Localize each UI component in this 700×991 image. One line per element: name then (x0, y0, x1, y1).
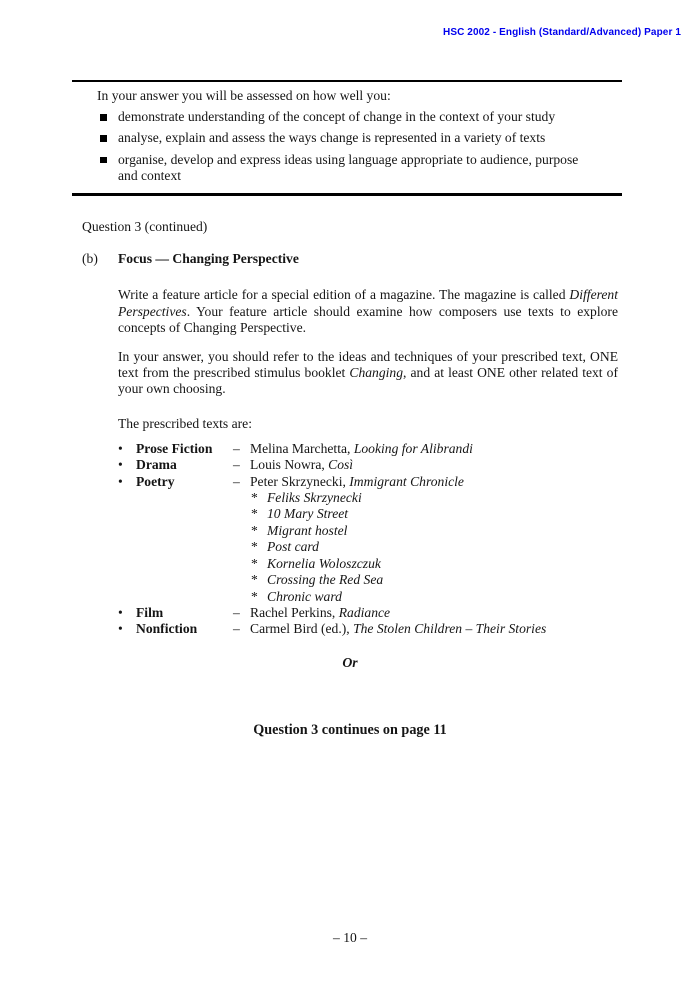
dash-separator: – (233, 440, 240, 456)
work-title-italic: Così (328, 457, 354, 473)
text-entry (250, 441, 473, 457)
paragraph-text: , and at least ONE other related text of your own choosing. (118, 365, 618, 397)
dash-separator: – (233, 473, 240, 489)
poem-sub-item (251, 589, 700, 605)
page-number: – 10 – (333, 930, 367, 945)
bullet-icon: • (118, 440, 123, 456)
assessment-item (97, 130, 610, 146)
or-divider: Or (342, 654, 358, 670)
list-item-film (118, 605, 700, 621)
assessment-item-text: organise, develop and express ideas using language appropriate to audience, purpose and context (118, 151, 579, 183)
category-label: Film (136, 604, 164, 620)
asterisk-marker: * (251, 539, 258, 555)
prescribed-texts-list (118, 441, 700, 638)
part-label: (b) (82, 251, 98, 267)
assessment-intro: In your answer you will be assessed on how well you: (97, 88, 391, 103)
assessment-item (97, 109, 610, 125)
bullet-icon: • (118, 604, 123, 620)
category-label: Nonfiction (136, 621, 198, 637)
requirements-paragraph (118, 349, 618, 398)
text-entry (250, 605, 390, 621)
bullet-icon: • (118, 621, 123, 637)
question-part-b-heading (82, 251, 700, 267)
poem-title-italic: Feliks Skrzynecki (267, 490, 362, 506)
assessment-item-text: analyse, explain and assess the ways change is represented in a variety of texts (118, 130, 546, 146)
poem-title-italic: 10 Mary Street (267, 506, 349, 522)
category-label: Poetry (136, 473, 175, 489)
dash-separator: – (233, 621, 240, 637)
asterisk-marker: * (251, 490, 258, 506)
poem-title-italic: Crossing the Red Sea (267, 572, 384, 588)
poem-sub-item (251, 490, 700, 506)
author-name: Rachel Perkins, (250, 604, 339, 620)
list-item-nonfiction (118, 621, 700, 637)
asterisk-marker: * (251, 522, 258, 538)
author-name: Carmel Bird (ed.), (250, 621, 354, 637)
poem-title-italic: Post card (267, 539, 319, 555)
task-paragraph (118, 287, 618, 336)
category-label: Drama (136, 457, 177, 473)
category-label: Prose Fiction (136, 440, 213, 456)
continuation-note: Question 3 continues on page 11 (253, 721, 447, 738)
asterisk-marker: * (251, 506, 258, 522)
bullet-icon: • (118, 473, 123, 489)
booklet-title-italic: Changing (349, 365, 404, 381)
paragraph-text: In your answer, you should refer to the ideas and techniques of your prescribed text, ONE text from the prescribed stimulus booklet (118, 349, 618, 381)
dash-separator: – (233, 457, 240, 473)
asterisk-marker: * (251, 588, 258, 604)
poem-title-italic: Kornelia Woloszczuk (267, 555, 381, 571)
author-name: Louis Nowra, (250, 457, 329, 473)
asterisk-marker: * (251, 555, 258, 571)
text-entry (250, 621, 546, 637)
work-title-italic: Radiance (338, 604, 391, 620)
list-item-poetry (118, 474, 700, 490)
square-bullet-icon (100, 157, 107, 164)
assessment-item-text: demonstrate understanding of the concept of change in the context of your study (118, 109, 556, 125)
work-title-italic: The Stolen Children – Their Stories (353, 621, 547, 637)
focus-title: Focus — Changing Perspective (118, 251, 299, 267)
poem-sub-item (251, 556, 700, 572)
poem-sub-item (251, 539, 700, 555)
poem-sub-item (251, 523, 700, 539)
text-entry (250, 457, 353, 473)
paragraph-text: . Your feature article should examine how composers use texts to explore concepts of Changing Perspective. (118, 303, 618, 335)
paragraph-text: Write a feature article for a special edition of a magazine. The magazine is called (118, 287, 570, 303)
work-title-italic: Immigrant Chronicle (349, 473, 464, 489)
poem-title-italic: Chronic ward (267, 588, 342, 604)
bullet-icon: • (118, 457, 123, 473)
poem-title-italic: Migrant hostel (267, 522, 348, 538)
document-header-title: HSC 2002 - English (Standard/Advanced) Paper 1 (443, 27, 681, 38)
assessment-criteria-box (72, 80, 622, 196)
assessment-item (97, 152, 610, 184)
list-item-prose-fiction (118, 441, 700, 457)
asterisk-marker: * (251, 572, 258, 588)
square-bullet-icon (100, 135, 107, 142)
poem-sub-item (251, 572, 700, 588)
square-bullet-icon (100, 114, 107, 121)
dash-separator: – (233, 604, 240, 620)
poem-sub-item (251, 506, 700, 522)
magazine-title-italic: Different Perspectives (118, 287, 618, 319)
question-continued-heading: Question 3 (continued) (82, 219, 208, 235)
author-name: Melina Marchetta, (250, 440, 354, 456)
author-name: Peter Skrzynecki, (250, 473, 350, 489)
prescribed-texts-intro: The prescribed texts are: (118, 415, 252, 431)
work-title-italic: Looking for Alibrandi (353, 440, 473, 456)
text-entry (250, 474, 464, 490)
list-item-drama (118, 457, 700, 473)
